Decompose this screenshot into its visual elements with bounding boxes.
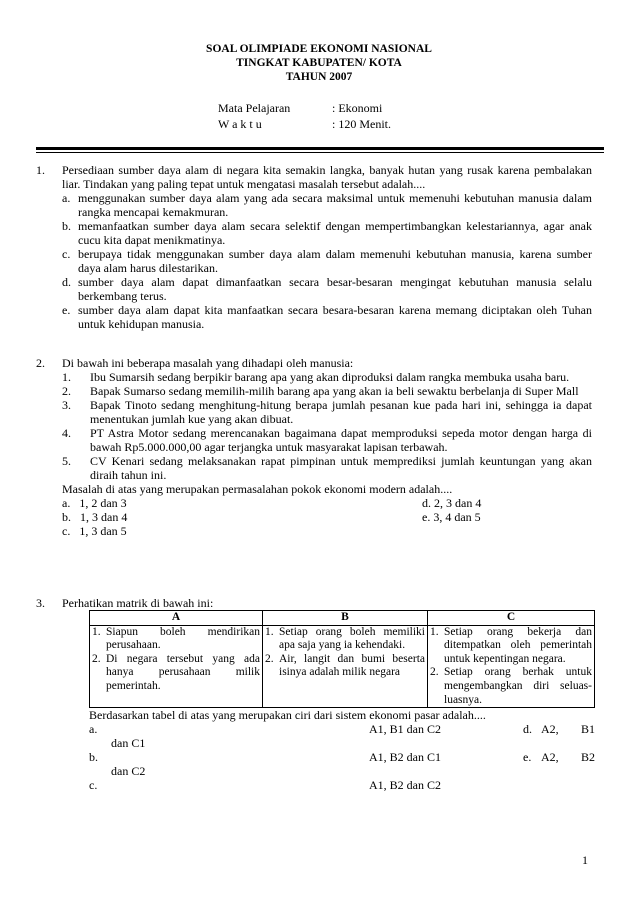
answer-label: c.: [62, 524, 71, 538]
answer-d-label: d.: [523, 722, 532, 737]
cell-item-label: 1.: [430, 625, 439, 638]
subject-value: : Ekonomi: [332, 101, 383, 115]
matrix-header-b: B: [263, 611, 428, 626]
question-text: Perhatikan matrik di bawah ini:: [62, 596, 214, 610]
option-e: [62, 303, 592, 331]
cell-item-text: Setiap orang berhak untuk mengembangkan diri seluas-luasnya.: [444, 666, 592, 706]
answer-b-text: A1, B2 dan C1: [369, 750, 441, 765]
question-number: 3.: [36, 596, 45, 610]
question-prompt: Berdasarkan tabel di atas yang merupakan ciri dari sistem ekonomi pasar adalah....: [89, 708, 486, 723]
header-rule-thick: [36, 147, 604, 150]
question-number: 1.: [36, 163, 45, 177]
option-c: [62, 247, 592, 275]
option-text: menggunakan sumber daya alam yang ada secara maksimal untuk memenuhi kebutuhan manusia dalam rangka mencapai kemakmuran.: [78, 191, 592, 219]
option-label: e.: [62, 303, 71, 317]
answer-text: 3, 4 dan 5: [433, 510, 481, 524]
answer-e-text1: A2,: [541, 750, 559, 765]
header-year: TAHUN 2007: [285, 71, 353, 83]
answer-label: e.: [422, 510, 431, 524]
item-text: Bapak Tinoto sedang menghitung-hitung berapa jumlah pesanan kue pada hari ini, sehingga ia dapat menentukan jumlah kue yang akan dibuat.: [90, 398, 592, 426]
answer-e-text2: B2: [580, 750, 595, 765]
option-text: sumber daya alam dapat kita manfaatkan secara besara-besaran karena memang diciptakan oleh Tuhan untuk kehidupan manusia.: [78, 303, 592, 331]
answer-e-continued: dan C2: [111, 764, 146, 779]
exam-meta: [218, 100, 391, 132]
header-level: TINGKAT KABUPATEN/ KOTA: [236, 57, 402, 69]
option-label: a.: [62, 191, 71, 205]
cell-item-label: 2.: [92, 652, 101, 665]
option-a: [62, 191, 592, 219]
page-number: 1: [582, 853, 588, 867]
cell-item-text: Siapun boleh mendirikan perusahaan.: [106, 625, 260, 652]
answer-d-continued: dan C1: [111, 736, 146, 751]
problem-item-5: [62, 454, 592, 482]
option-text: memanfaatkan sumber daya alam secara selektif dengan mempertimbangkan kelestariannya, agar anak cucu kita dapat menikmatinya.: [78, 219, 592, 247]
answer-d-text2: B1: [580, 722, 595, 737]
matrix-cell-c: [428, 625, 595, 708]
matrix-cell-a: [90, 625, 263, 708]
answer-a-label: a.: [89, 722, 98, 737]
option-label: b.: [62, 219, 71, 233]
economic-system-matrix: [89, 610, 595, 708]
item-label: 3.: [62, 398, 71, 412]
problem-item-1: [62, 370, 592, 384]
matrix-header-a: A: [90, 611, 263, 626]
cell-item-label: 1.: [92, 625, 101, 638]
question-prompt: Masalah di atas yang merupakan permasalahan pokok ekonomi modern adalah....: [62, 482, 453, 496]
option-label: c.: [62, 247, 71, 261]
option-text: sumber daya alam dapat dimanfaatkan secara besar-besaran mengingat kebutuhan manusia selalu berkembang terus.: [78, 275, 592, 303]
item-label: 5.: [62, 454, 71, 468]
answer-e-label: e.: [523, 750, 532, 765]
question-text: Di bawah ini beberapa masalah yang dihadapi oleh manusia:: [62, 356, 354, 370]
option-label: d.: [62, 275, 71, 289]
cell-item-label: 2.: [430, 666, 439, 679]
problem-item-4: [62, 426, 592, 454]
answer-row: [62, 510, 592, 524]
option-text: berupaya tidak menggunakan sumber daya alam dalam memenuhi kebutuhan manusia, karena sumber daya alam harus dilestarikan.: [78, 247, 592, 275]
answer-block: [89, 722, 595, 792]
document-header: [0, 42, 638, 84]
item-text: Bapak Sumarso sedang memilih-milih barang apa yang akan ia beli sewaktu berbelanja di Super Mall: [90, 384, 579, 398]
time-value: : 120 Menit.: [332, 117, 391, 131]
cell-item-text: Air, langit dan bumi beserta isinya adalah milik negara: [279, 652, 425, 679]
answer-label: b.: [62, 510, 71, 524]
problem-item-2: [62, 384, 592, 398]
answer-label: a.: [62, 496, 71, 510]
answer-d-text1: A2,: [541, 722, 559, 737]
answer-label: d.: [422, 496, 431, 510]
item-text: Ibu Sumarsih sedang berpikir barang apa yang akan diproduksi dalam rangka membuka usaha baru.: [90, 370, 570, 384]
item-label: 1.: [62, 370, 71, 384]
cell-item-text: Di negara tersebut yang ada hanya perusahaan milik pemerintah.: [106, 652, 260, 692]
header-rule-thin: [36, 152, 604, 153]
cell-item-label: 1.: [265, 625, 274, 638]
item-text: PT Astra Motor sedang merencanakan bagaimana dapat memproduksi sepeda motor dengan harga di bawah Rp5.000.000,00 agar terjangka untuk masyarakat lapisan terbawah.: [90, 426, 592, 454]
answer-text: 2, 3 dan 4: [434, 496, 482, 510]
item-text: CV Kenari sedang melaksanakan rapat pimpinan untuk memprediksi jumlah keuntungan yang akan diraih tahun ini.: [90, 454, 592, 482]
answer-c-text: A1, B2 dan C2: [369, 778, 441, 793]
question-text: Persediaan sumber daya alam di negara kita semakin langka, banyak hutan yang rusak karena pembalakan liar. Tindakan yang paling tepat untuk mengatasi masalah tersebut adalah....: [62, 163, 592, 191]
cell-item-label: 2.: [265, 652, 274, 665]
option-b: [62, 219, 592, 247]
answer-text: 1, 2 dan 3: [79, 496, 127, 510]
answer-row: [62, 524, 592, 538]
item-label: 2.: [62, 384, 71, 398]
problem-item-3: [62, 398, 592, 426]
answer-text: 1, 3 dan 5: [79, 524, 127, 538]
item-label: 4.: [62, 426, 71, 440]
question-2: [36, 356, 592, 538]
matrix-cell-b: [263, 625, 428, 708]
header-title: SOAL OLIMPIADE EKONOMI NASIONAL: [206, 43, 432, 55]
answer-b-label: b.: [89, 750, 98, 765]
cell-item-text: Setiap orang bekerja dan ditempatkan oleh pemerintah untuk kepentingan negara.: [444, 625, 592, 665]
subject-label: Mata Pelajaran: [218, 101, 291, 115]
cell-item-text: Setiap orang boleh memiliki apa saja yang ia kehendaki.: [279, 625, 425, 652]
matrix-header-c: C: [428, 611, 595, 626]
answer-c-label: c.: [89, 778, 98, 793]
time-label: W a k t u: [218, 117, 262, 131]
question-number: 2.: [36, 356, 45, 370]
question-3: [36, 596, 602, 793]
answer-text: 1, 3 dan 4: [80, 510, 128, 524]
answer-a-text: A1, B1 dan C2: [369, 722, 441, 737]
option-d: [62, 275, 592, 303]
question-1: [36, 163, 592, 331]
answer-row: [62, 496, 592, 510]
